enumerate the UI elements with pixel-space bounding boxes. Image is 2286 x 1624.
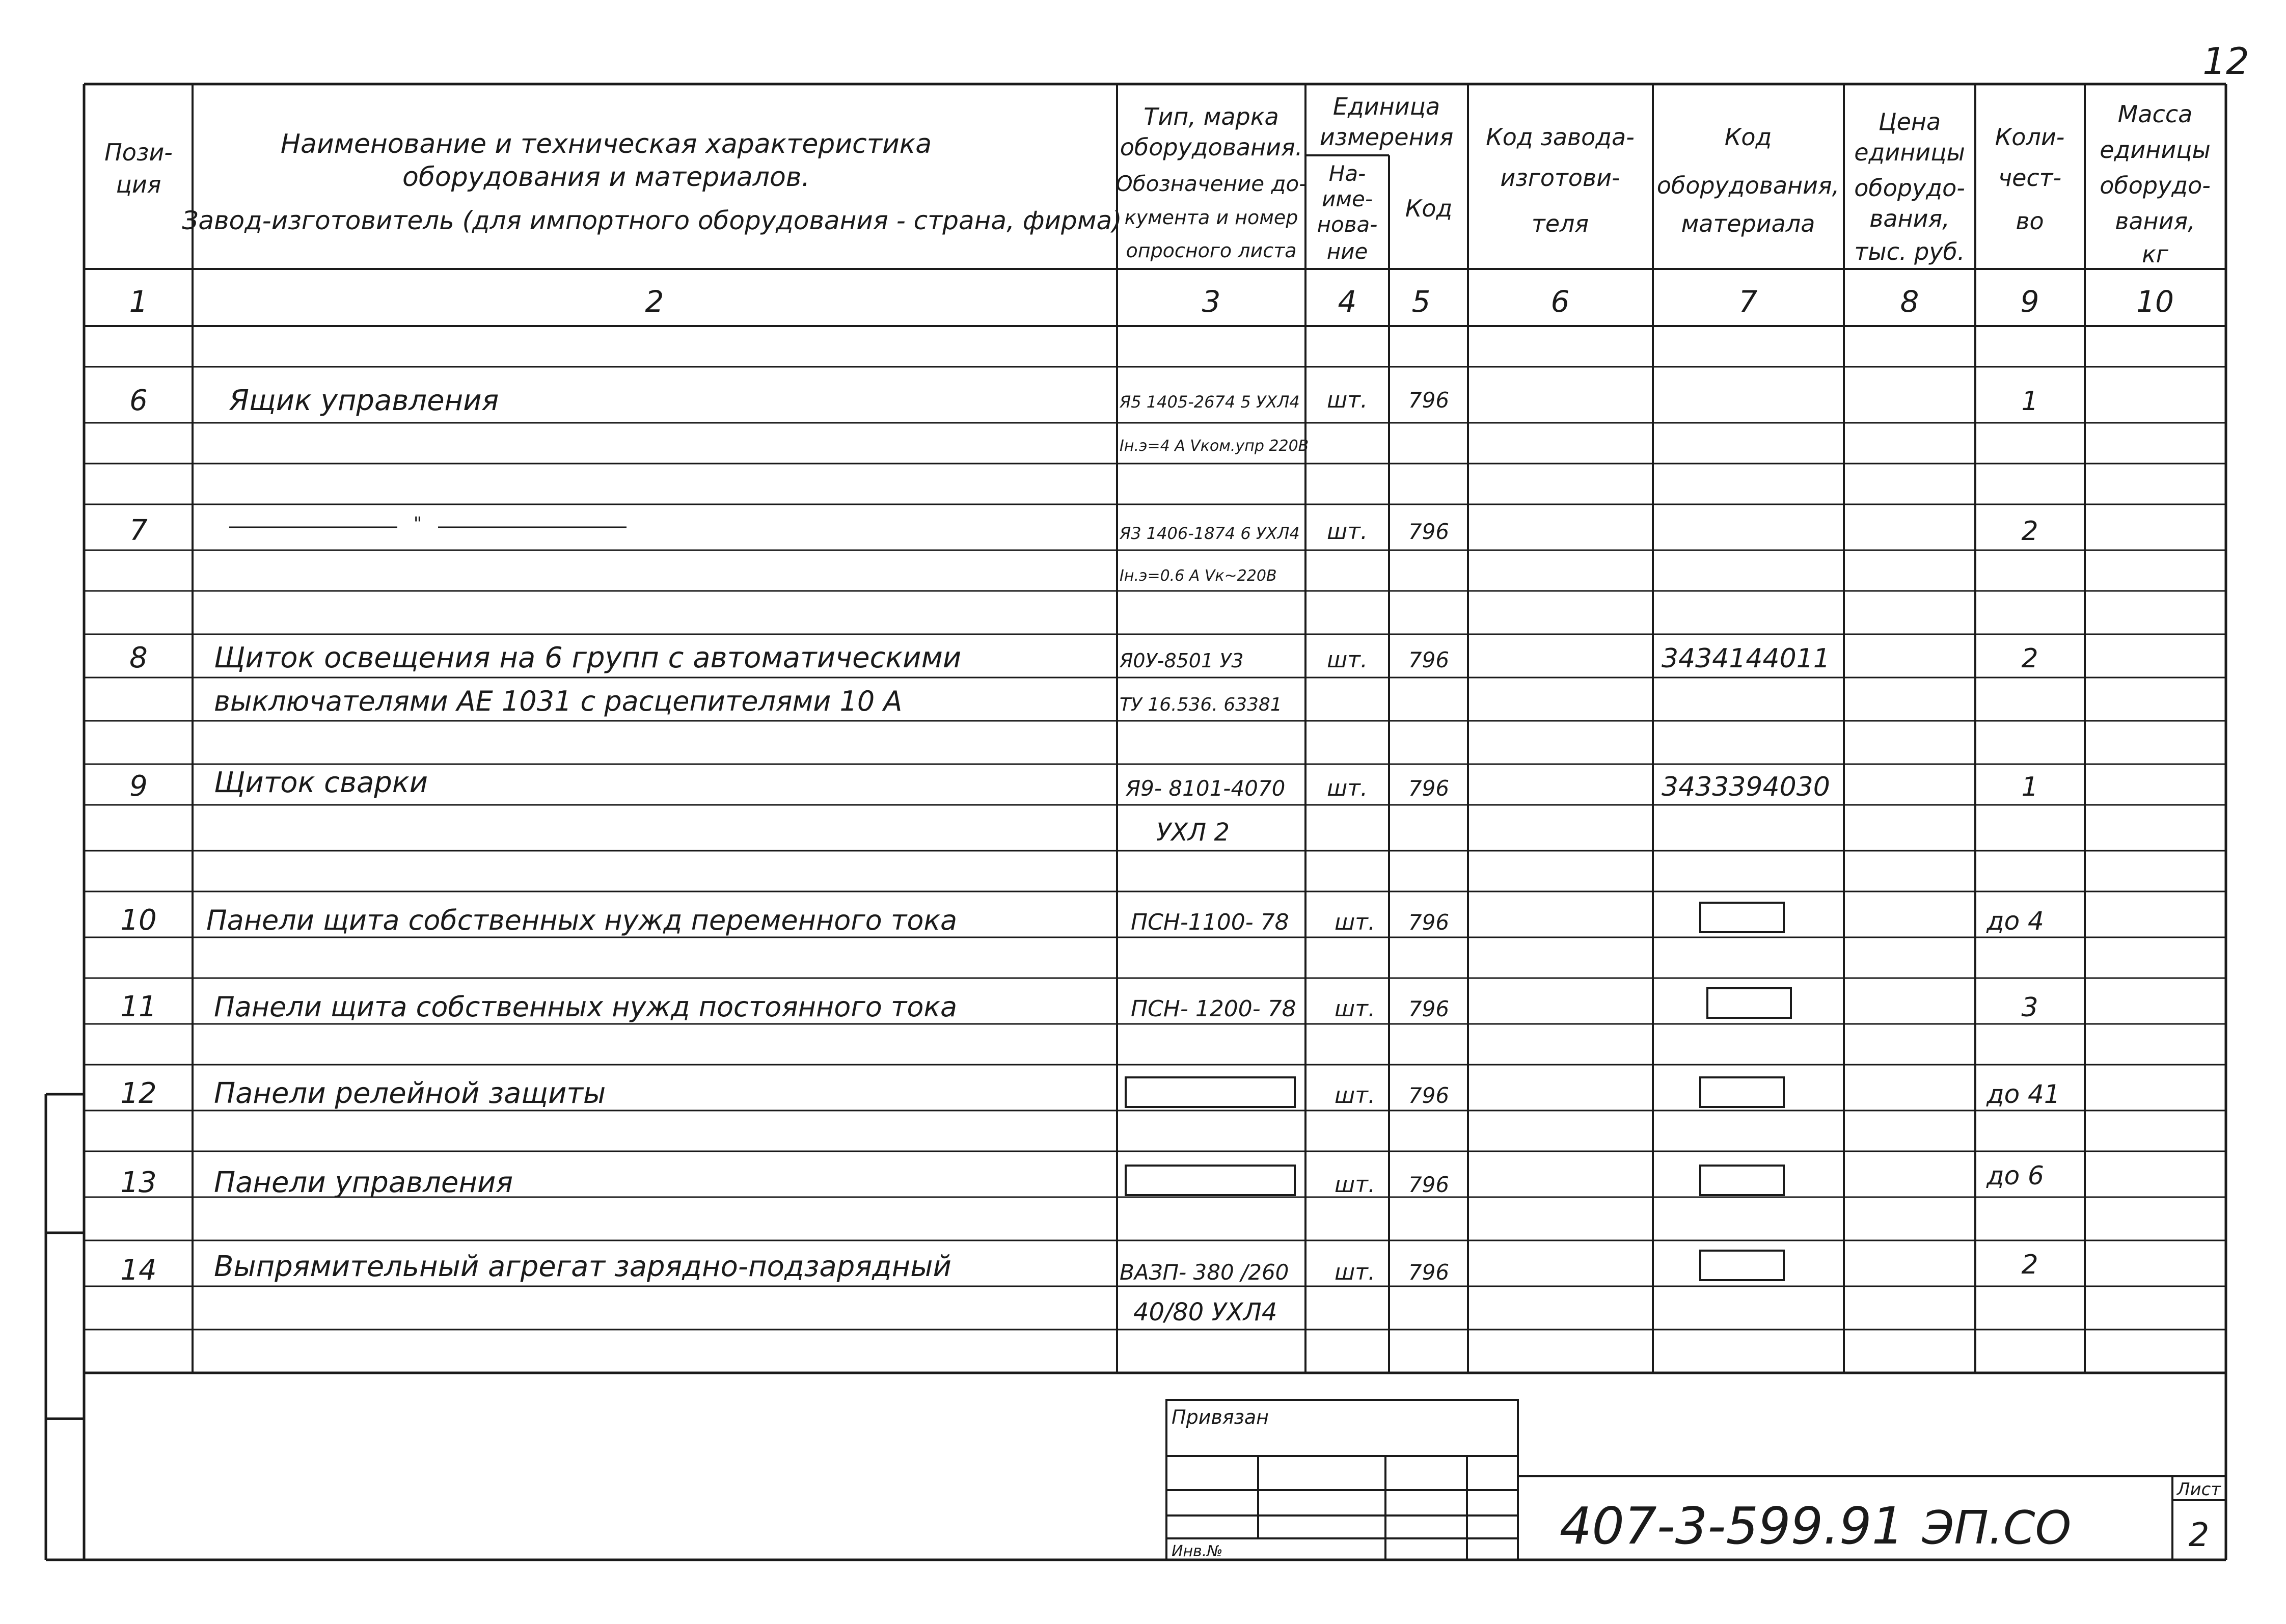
table-row: [129, 766, 2038, 847]
row-position: 7: [129, 514, 148, 547]
row-material-code: 3433394030: [1662, 772, 1830, 802]
row-type-extra: УХЛ 2: [1156, 818, 1230, 847]
row-name-extra: выключателями АЕ 1031 с расцепителями 10 А: [214, 685, 903, 717]
table-header: [104, 93, 2211, 268]
header-col2-line1: Наименование и техническая характеристика: [280, 129, 932, 159]
row-position: 13: [120, 1166, 157, 1199]
header-col10-line1: Масса: [2117, 100, 2193, 128]
empty-code-box: [1700, 1077, 1784, 1107]
row-unit: шт.: [1335, 1172, 1375, 1198]
row-unit: шт.: [1335, 1259, 1375, 1285]
row-unit: шт.: [1327, 647, 1368, 673]
row-unit: шт.: [1335, 909, 1375, 935]
empty-type-box: [1126, 1166, 1295, 1195]
header-col3-line4: кумента и номер: [1124, 206, 1298, 229]
header-unit-line2: измерения: [1319, 123, 1454, 151]
sheet-label: Лист: [2176, 1479, 2221, 1500]
colnum-9: 9: [2020, 284, 2039, 319]
row-type-extra: ТУ 16.536. 63381: [1120, 694, 1282, 715]
row-material-code: 3434144011: [1662, 643, 1830, 674]
row-quantity: 2: [2021, 516, 2038, 547]
header-col6-line2: изготови-: [1500, 164, 1620, 192]
document-number: 407-3-599.91: [1559, 1496, 1904, 1556]
header-col4-line1: На-: [1328, 161, 1366, 186]
row-unit-code: 796: [1408, 776, 1450, 801]
row-quantity: 1: [2021, 772, 2038, 802]
table-row: [120, 1250, 2038, 1327]
row-name: Щиток освещения на 6 групп с автоматическими: [214, 641, 962, 674]
empty-code-box: [1700, 1166, 1784, 1195]
header-col4-line2: име-: [1322, 186, 1373, 211]
row-quantity: 1: [2021, 386, 2038, 417]
header-col4-line3: нова-: [1317, 212, 1378, 237]
row-name: Панели щита собственных нужд переменного тока: [206, 904, 958, 936]
row-quantity: до 41: [1986, 1079, 2060, 1109]
row-unit-code: 796: [1408, 1083, 1450, 1108]
row-type: Я9- 8101-4070: [1126, 776, 1286, 801]
row-unit-code: 796: [1408, 519, 1450, 544]
colnum-8: 8: [1900, 284, 1919, 319]
header-col7-line3: материала: [1681, 210, 1815, 237]
row-position: 14: [120, 1254, 157, 1287]
sheet-number: 2: [2188, 1517, 2210, 1554]
row-unit: шт.: [1327, 519, 1368, 545]
row-position: 11: [120, 990, 157, 1023]
row-type: ПСН-1100- 78: [1131, 909, 1289, 935]
row-name: Панели управления: [214, 1166, 513, 1199]
row-quantity: 2: [2021, 643, 2038, 674]
row-type-extra: Iн.э=4 А Vком.упр 220В: [1120, 437, 1309, 455]
header-col9-line3: во: [2016, 207, 2044, 235]
row-type-extra: 40/80 УХЛ4: [1133, 1298, 1277, 1327]
table-row: [120, 903, 2044, 937]
header-col3-line2: оборудования.: [1120, 133, 1303, 161]
row-unit-code: 796: [1408, 910, 1450, 935]
row-quantity: 3: [2021, 992, 2038, 1023]
colnum-2: 2: [645, 284, 664, 319]
header-col10-line5: кг: [2142, 240, 2168, 268]
empty-type-box: [1126, 1077, 1295, 1107]
row-quantity: 2: [2021, 1250, 2038, 1280]
header-col7-line1: Код: [1724, 123, 1772, 151]
header-col3-line3: Обозначение до-: [1115, 171, 1307, 196]
header-col4-line4: ние: [1326, 239, 1368, 264]
row-position: 6: [129, 384, 148, 417]
row-type: Я3 1406-1874 6 УХЛ4: [1120, 524, 1300, 543]
header-col8-line5: тыс. руб.: [1854, 238, 1965, 265]
row-quantity: до 6: [1986, 1161, 2044, 1190]
row-unit: шт.: [1335, 1082, 1375, 1108]
header-col7-line2: оборудования,: [1656, 172, 1840, 199]
colnum-4: 4: [1338, 284, 1357, 319]
header-col6-line1: Код завода-: [1486, 123, 1635, 151]
row-position: 10: [120, 904, 157, 937]
header-col9-line1: Коли-: [1995, 123, 2065, 151]
header-col6-line3: теля: [1531, 210, 1589, 237]
row-type: ВАЗП- 380 /260: [1120, 1260, 1289, 1285]
row-unit-code: 796: [1408, 1172, 1450, 1197]
title-block: [1166, 1400, 2226, 1560]
header-col1-line2: ция: [116, 171, 161, 198]
colnum-10: 10: [2136, 284, 2174, 319]
row-name: Выпрямительный агрегат зарядно-подзарядный: [214, 1250, 951, 1283]
row-type: ПСН- 1200- 78: [1131, 996, 1296, 1022]
row-type: Я0У-8501 У3: [1120, 649, 1244, 672]
table-frame: [46, 84, 2226, 1560]
row-unit-code: 796: [1408, 996, 1450, 1021]
colnum-1: 1: [129, 284, 148, 319]
attached-label: Привязан: [1172, 1406, 1269, 1428]
row-unit-code: 796: [1408, 647, 1450, 672]
row-name: Ящик управления: [229, 384, 499, 417]
header-col9-line2: чест-: [1998, 164, 2062, 192]
document-code: ЭП.СО: [1922, 1501, 2072, 1555]
header-col10-line2: единицы: [2100, 136, 2211, 164]
header-col3-line1: Тип, марка: [1144, 103, 1279, 130]
ditto-mark: ": [413, 513, 422, 534]
table-row: [120, 1161, 2044, 1199]
header-unit-line1: Единица: [1332, 93, 1440, 120]
colnum-5: 5: [1411, 284, 1431, 319]
colnum-7: 7: [1738, 284, 1758, 319]
header-col3-line5: опросного листа: [1126, 239, 1297, 262]
header-col10-line3: оборудо-: [2100, 172, 2211, 199]
row-type-extra: Iн.э=0.6 А Vк~220В: [1120, 567, 1277, 585]
header-col1-line1: Пози-: [104, 139, 173, 166]
table-row: [129, 513, 2038, 585]
table-row: [129, 384, 2038, 455]
row-name: Панели щита собственных нужд постоянного тока: [214, 991, 958, 1023]
row-unit: шт.: [1327, 387, 1368, 413]
corner-sheet-number: 12: [2202, 40, 2249, 83]
row-type: Я5 1405-2674 5 УХЛ4: [1120, 392, 1300, 412]
row-unit: шт.: [1335, 996, 1375, 1022]
table-row: [129, 641, 2038, 717]
colnum-3: 3: [1202, 284, 1221, 319]
empty-code-box: [1707, 988, 1791, 1018]
empty-code-box: [1700, 1251, 1784, 1280]
row-position: 12: [120, 1077, 157, 1110]
column-number-row: [129, 284, 2174, 319]
row-name: Щиток сварки: [214, 766, 428, 799]
header-col10-line4: вания,: [2115, 207, 2195, 235]
empty-code-box: [1700, 903, 1784, 932]
row-quantity: до 4: [1986, 906, 2044, 936]
header-col8-line4: вания,: [1869, 205, 1950, 232]
row-unit-code: 796: [1408, 388, 1450, 413]
table-row: [120, 988, 2038, 1023]
header-col8-line3: оборудо-: [1854, 174, 1965, 202]
header-col8-line2: единицы: [1854, 139, 1965, 166]
header-col8-line1: Цена: [1878, 108, 1941, 136]
row-name: Панели релейной защиты: [214, 1077, 606, 1110]
inventory-label: Инв.№: [1172, 1542, 1223, 1560]
table-body: [120, 384, 2060, 1327]
header-col2-line2: оборудования и материалов.: [402, 162, 810, 193]
header-col2-line3: Завод-изготовитель (для импортного оборудования - страна, фирма): [182, 206, 1122, 235]
row-unit-code: 796: [1408, 1260, 1450, 1285]
row-position: 9: [129, 770, 148, 803]
row-unit: шт.: [1327, 775, 1368, 801]
colnum-6: 6: [1550, 284, 1570, 319]
row-position: 8: [129, 641, 148, 674]
header-col5: Код: [1405, 195, 1453, 222]
table-row: [120, 1077, 2060, 1110]
